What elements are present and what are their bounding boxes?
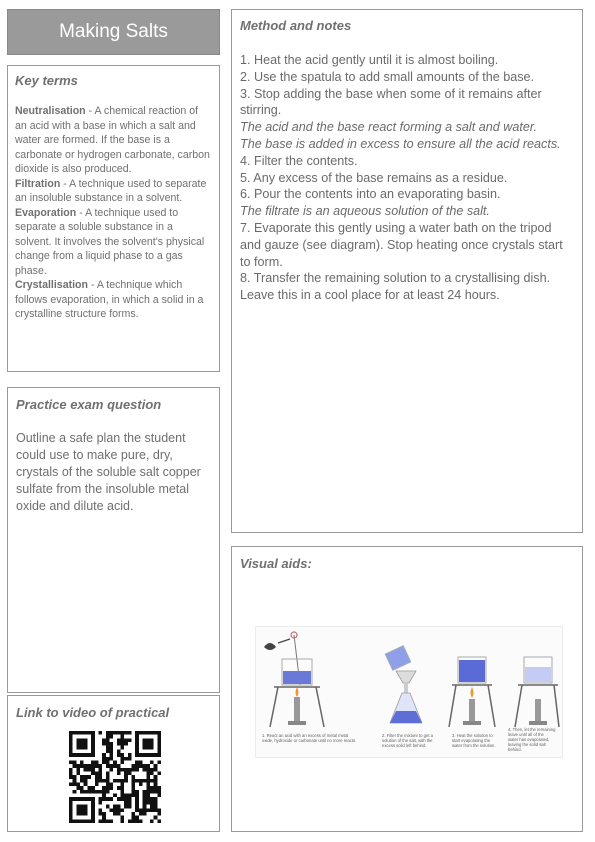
caption-2-line: solution of the salt, with the [382,738,433,743]
practice-question-panel [7,387,220,693]
svg-text:3. Heat the solution tostart e [452,733,496,748]
video-link-panel [7,695,220,832]
svg-text:1. React an acid with an exces [262,733,356,743]
method-note: The base is added in excess to ensure all the acid reacts. [240,136,561,151]
term-neutralisation [15,104,212,177]
video-heading: Link to video of practical [16,705,170,720]
caption-4-line: water has evaporated, [508,737,550,742]
method-step: 6. Pour the contents into an evaporating basin. [240,187,501,202]
visual-aids-panel [231,546,583,832]
method-step: 4. Filter the contents. [240,153,358,168]
term-evaporation [15,206,212,279]
svg-text:4. Then, let the remainingleav [508,727,556,752]
svg-text:2. Filter the mixture to get a [382,733,434,748]
caption-4-line: behind. [508,747,522,752]
title-banner [7,9,220,55]
key-terms-heading: Key terms [15,73,78,88]
caption-1-line: oxide, hydroxide or carbonate until no more reacts. [262,738,357,743]
term-name: Evaporation [15,206,77,219]
method-step: 7. Evaporate this gently using a water bath on the tripod and gauze (see diagram). Stop heating once crystals start to form. [240,220,563,269]
caption-4-line: 4. Then, let the remaining [508,727,556,732]
caption-2-line: 2. Filter the mixture to get a [382,733,433,738]
term-name: Filtration [15,177,61,190]
caption-3-line: water from the solution. [452,743,496,748]
term-name: Neutralisation [15,105,86,117]
caption-3-line: start evaporating the [452,738,491,743]
method-heading: Method and notes [240,18,352,33]
caption-1-line: 1. React an acid with an excess of metal metal [262,733,349,738]
method-note: The filtrate is an aqueous solution of the salt. [240,204,490,219]
practice-heading: Practice exam question [16,397,162,412]
caption-4-line: leaving the solid salt [508,742,546,747]
term-definition: - A chemical reaction of an acid with a base in which a salt and water are formed. If the base is a carbonate or hydrogen carbonate, carbon dioxide is also produced. [15,105,210,175]
method-note: The acid and the base react forming a salt and water. [240,120,538,135]
salt-preparation-diagram [255,626,563,758]
term-definition: - A technique which follows evaporation, in which a solid in a crystalline structure forms. [15,279,204,320]
caption-3-line: 3. Heat the solution to [452,733,493,738]
caption-4-line: leave until all of the [508,732,544,737]
term-name: Crystallisation [15,279,89,291]
visual-heading: Visual aids: [240,556,312,571]
stage-4-crystallising-apparatus [515,657,559,727]
method-steps [240,52,574,304]
term-definition: - A technique used to separate an insoluble substance in a solvent. [15,177,207,204]
method-step: 8. Transfer the remaining solution to a crystallising dish. Leave this in a cool place for at least 24 hours. [240,271,551,303]
key-terms-panel [7,65,220,372]
stage-1-reaction-apparatus [264,632,324,727]
stage-3-evaporation-apparatus [449,657,495,727]
method-step: 3. Stop adding the base when some of it remains after stirring. [240,86,542,118]
caption-2-line: excess solid left behind. [382,743,427,748]
method-step: 2. Use the spatula to add small amounts of the base. [240,69,535,84]
stage-2-filtration-apparatus [385,646,422,723]
term-filtration [15,177,212,206]
practice-question-text: Outline a safe plan the student could use to make pure, dry, crystals of the soluble salt copper sulfate from the insoluble metal oxide and dilute acid. [16,431,201,513]
method-panel [231,9,583,533]
term-crystallisation [15,278,212,322]
term-definition: - A technique used to separate a soluble substance in a solvent. It involves the solvent's physical change from a liquid phase to a gas phase. [15,206,205,277]
qr-code-icon[interactable] [69,731,161,823]
method-step: 1. Heat the acid gently until it is almost boiling. [240,53,499,67]
method-step: 5. Any excess of the base remains as a residue. [240,170,508,185]
page-title: Making Salts [59,21,168,42]
